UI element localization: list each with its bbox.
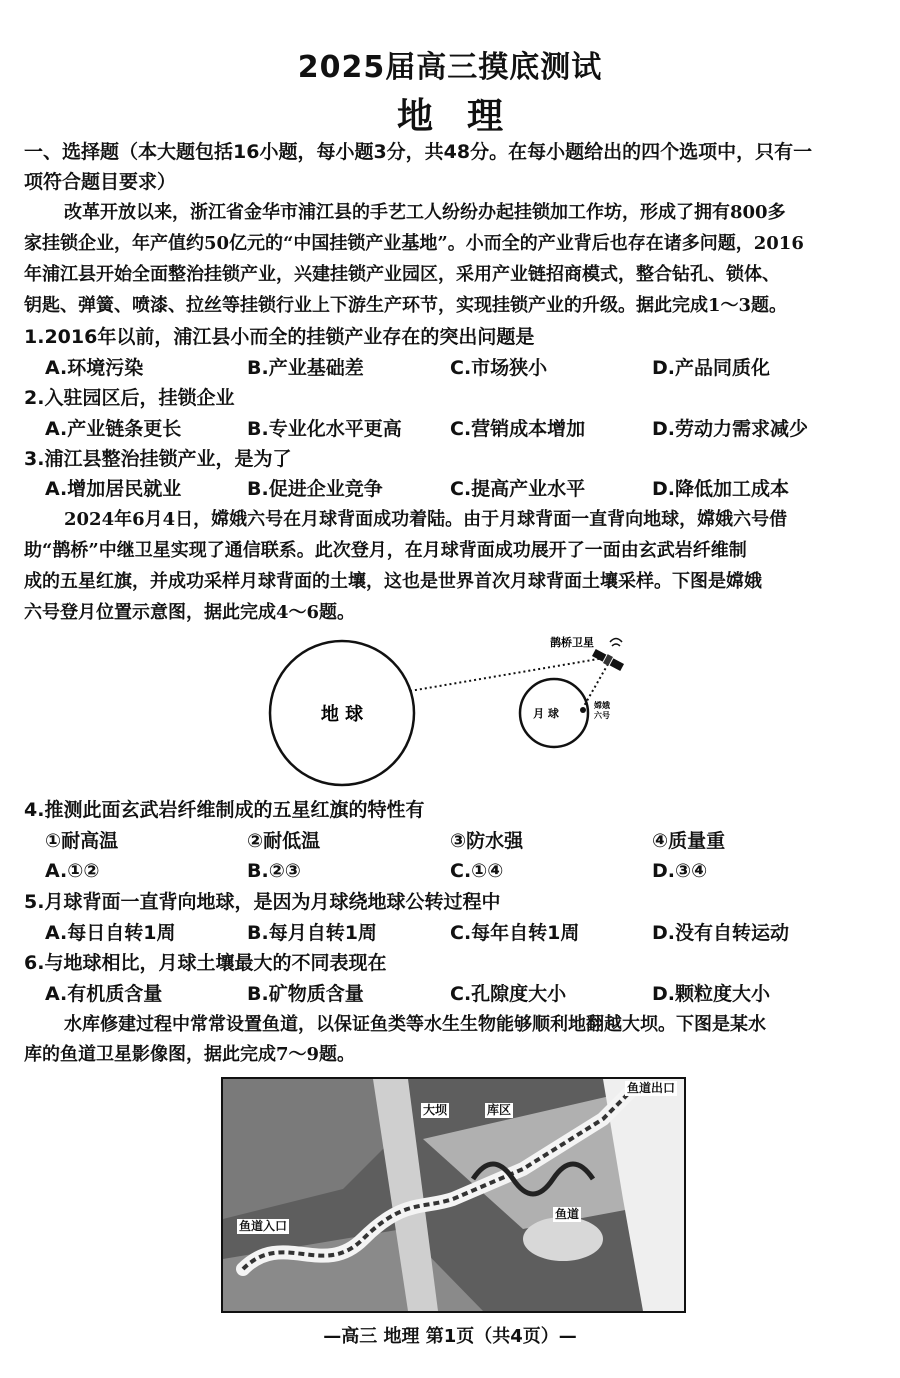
question-2-option-a[interactable]: A.产业链条更长 [45,418,182,440]
question-4-option-d[interactable]: D.③④ [652,860,708,882]
question-6-option-c[interactable]: C.孔隙度大小 [450,983,567,1005]
question-4-option-b[interactable]: B.②③ [247,860,301,882]
question-3-stem: 3.浦江县整治挂锁产业，是为了 [24,448,292,470]
passage2-line: 成的五星红旗，并成功采样月球背面的土壤，这也是世界首次月球背面土壤采样。下图是嫦娥 [24,571,762,592]
passage1-line: 家挂锁企业，年产值约50亿元的“中国挂锁产业基地”。小而全的产业背后也存在诸多问题，2016 [24,233,804,254]
question-1-option-b[interactable]: B.产业基础差 [247,357,364,379]
question-4-item-1: ①耐高温 [45,830,119,852]
section-heading-line1: 一、选择题（本大题包括16小题，每小题3分，共48分。在每小题给出的四个选项中，只有一 [24,141,813,163]
probe-marker [580,707,586,713]
satellite-icon [592,648,625,672]
question-4-item-2: ②耐低温 [247,830,321,852]
moon-label: 月 球 [533,707,559,720]
earth-moon-diagram [260,630,660,790]
question-5-stem: 5.月球背面一直背向地球，是因为月球绕地球公转过程中 [24,891,501,913]
fishway-exit-label: 鱼道出口 [627,1081,676,1095]
question-2-option-d[interactable]: D.劳动力需求减少 [652,418,808,440]
question-4-stem: 4.推测此面玄武岩纤维制成的五星红旗的特性有 [24,799,425,821]
fishway-satellite-image [221,1077,686,1313]
subject-title: 地理 [396,96,537,137]
probe-label-2: 六号 [594,711,610,720]
question-4-option-c[interactable]: C.①④ [450,860,504,882]
question-3-option-b[interactable]: B.促进企业竞争 [247,478,383,500]
passage1-line: 年浦江县开始全面整治挂锁产业，兴建挂锁产业园区，采用产业链招商模式，整合钻孔、锁体、 [24,264,780,285]
passage2-line: 六号登月位置示意图，据此完成4～6题。 [24,602,356,623]
question-4-item-4: ④质量重 [652,830,726,852]
earth-label: 地 球 [320,704,364,725]
dam-label: 大坝 [423,1103,448,1117]
question-2-stem: 2.入驻园区后，挂锁企业 [24,387,235,409]
question-5-option-b[interactable]: B.每月自转1周 [247,922,377,944]
question-6-stem: 6.与地球相比，月球土壤最大的不同表现在 [24,952,387,974]
reservoir-label: 库区 [487,1103,512,1117]
section-heading-line2: 项符合题目要求） [24,171,177,193]
passage3-line: 库的鱼道卫星影像图，据此完成7～9题。 [24,1044,356,1065]
passage1-line: 钥匙、弹簧、喷漆、拉丝等挂锁行业上下游生产环节，实现挂锁产业的升级。据此完成1～3题。 [24,295,788,316]
question-6-option-d[interactable]: D.颗粒度大小 [652,983,770,1005]
question-5-option-d[interactable]: D.没有自转运动 [652,922,789,944]
relay-link-moon [584,664,608,706]
question-6-option-a[interactable]: A.有机质含量 [45,983,163,1005]
question-4-item-3: ③防水强 [450,830,524,852]
satellite-label: 鹊桥卫星 [550,636,594,649]
probe-label-1: 嫦娥 [594,701,610,710]
fishway-label: 鱼道 [555,1207,580,1221]
fishway-entrance-label: 鱼道入口 [239,1219,288,1233]
question-3-option-d[interactable]: D.降低加工成本 [652,478,789,500]
question-3-option-c[interactable]: C.提高产业水平 [450,478,586,500]
question-5-option-c[interactable]: C.每年自转1周 [450,922,580,944]
question-5-option-a[interactable]: A.每日自转1周 [45,922,176,944]
question-1-stem: 1.2016年以前，浦江县小而全的挂锁产业存在的突出问题是 [24,326,535,348]
question-4-option-a[interactable]: A.①② [45,860,100,882]
passage2-line: 2024年6月4日，嫦娥六号在月球背面成功着陆。由于月球背面一直背向地球，嫦娥六号借 [64,509,788,530]
question-1-option-d[interactable]: D.产品同质化 [652,357,770,379]
question-2-option-b[interactable]: B.专业化水平更高 [247,418,402,440]
question-2-option-c[interactable]: C.营销成本增加 [450,418,586,440]
question-1-option-c[interactable]: C.市场狭小 [450,357,548,379]
question-3-option-a[interactable]: A.增加居民就业 [45,478,182,500]
passage1-line: 改革开放以来，浙江省金华市浦江县的手艺工人纷纷办起挂锁加工作坊，形成了拥有800多 [64,202,786,223]
question-1-option-a[interactable]: A.环境污染 [45,357,144,379]
exam-title: 2025届高三摸底测试 [297,50,603,85]
question-6-option-b[interactable]: B.矿物质含量 [247,983,364,1005]
page-footer: —高三 地理 第1页（共4页）— [323,1326,577,1347]
antenna-signal-icon [610,639,622,647]
passage2-line: 助“鹊桥”中继卫星实现了通信联系。此次登月，在月球背面成功展开了一面由玄武岩纤维制 [24,540,747,561]
passage3-line: 水库修建过程中常常设置鱼道，以保证鱼类等水生生物能够顺利地翻越大坝。下图是某水 [64,1014,766,1035]
